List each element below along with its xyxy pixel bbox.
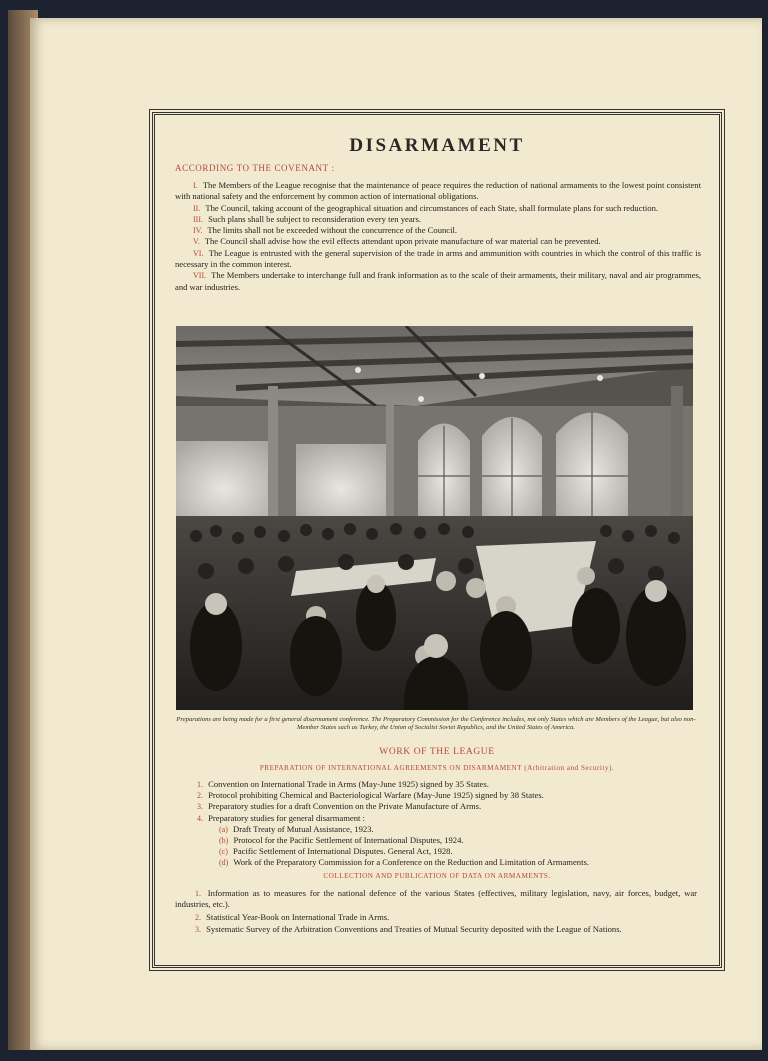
- sub-list-item: [197, 857, 697, 868]
- covenant-article: [175, 203, 701, 214]
- article-text: The Members of the League recognise that the maintenance of peace requires the reduction of national armaments to the lowest point consistent with national safety and the enforcement by common action of international obligations.: [175, 180, 701, 202]
- article-number: VI.: [193, 248, 204, 258]
- item-number: 2.: [197, 791, 203, 801]
- list-item: [175, 912, 697, 923]
- item-number: 2.: [195, 912, 201, 922]
- collection-list: [175, 888, 697, 936]
- article-number: III.: [193, 214, 203, 224]
- item-text: Systematic Survey of the Arbitration Conventions and Treaties of Mutual Security deposited with the League of Nations.: [206, 923, 622, 934]
- collection-heading: COLLECTION AND PUBLICATION OF DATA ON ARMAMENTS.: [323, 872, 551, 880]
- item-number: (a): [219, 824, 228, 834]
- item-number: (b): [219, 836, 229, 846]
- article-text: The Members undertake to interchange full and frank information as to the scale of their armaments, their military, naval and air programmes, and war industries.: [175, 270, 701, 292]
- sub-list-item: [197, 835, 697, 846]
- covenant-articles: [175, 180, 701, 293]
- sub-list-item: [197, 824, 697, 835]
- conference-hall-image: [176, 326, 693, 710]
- list-item: [197, 813, 697, 824]
- item-text: Preparatory studies for a draft Convention on the Private Manufacture of Arms.: [208, 801, 482, 812]
- item-number: (c): [219, 847, 228, 857]
- covenant-article: [175, 270, 701, 293]
- list-item: [175, 924, 697, 935]
- item-text: Protocol for the Pacific Settlement of International Disputes, 1924.: [233, 835, 464, 846]
- article-number: IV.: [193, 226, 203, 236]
- item-number: 3.: [197, 802, 203, 812]
- covenant-heading: ACCORDING TO THE COVENANT :: [175, 163, 335, 173]
- page-title: DISARMAMENT: [349, 135, 525, 156]
- covenant-article: [175, 236, 701, 247]
- covenant-article: [175, 180, 701, 203]
- covenant-article: [175, 225, 701, 236]
- list-item: [197, 801, 697, 812]
- sub-list-item: [197, 846, 697, 857]
- item-number: 3.: [195, 924, 201, 934]
- list-item: [197, 790, 697, 801]
- article-text: The Council shall advise how the evil effects attendant upon private manufacture of war material can be prevented.: [204, 236, 601, 247]
- item-number: (d): [219, 858, 229, 868]
- article-text: The limits shall not be exceeded without the concurrence of the Council.: [207, 225, 458, 236]
- conference-photograph: [176, 326, 693, 710]
- item-number: 1.: [195, 889, 201, 898]
- item-text: Preparatory studies for general disarmament :: [208, 812, 365, 823]
- item-text: Pacific Settlement of International Disputes. General Act, 1928.: [233, 846, 453, 857]
- preparation-heading: PREPARATION OF INTERNATIONAL AGREEMENTS ON DISARMAMENT (Arbitration and Security).: [259, 764, 615, 772]
- article-text: The League is entrusted with the general supervision of the trade in arms and ammunition with countries in which the control of this traffic is necessary in the common interest.: [175, 247, 701, 270]
- article-number: V.: [193, 237, 200, 247]
- page-frame: [152, 112, 722, 968]
- article-number: II.: [193, 203, 201, 213]
- item-text: Work of the Preparatory Commission for a Conference on the Reduction and Limitation of Armaments.: [233, 857, 589, 868]
- item-text: Information as to measures for the national defence of the various States (effectives, military legislation, navy, air forces, budget, war industries, etc.).: [175, 888, 697, 910]
- book-page: [30, 18, 762, 1050]
- item-text: Convention on International Trade in Arms (May-June 1925) signed by 35 States.: [208, 779, 489, 789]
- covenant-article: [175, 214, 701, 225]
- item-number: 4.: [197, 813, 203, 823]
- covenant-article: [175, 248, 701, 271]
- item-number: 1.: [197, 780, 203, 789]
- article-number: I.: [193, 181, 198, 190]
- item-text: Statistical Year-Book on International Trade in Arms.: [206, 911, 390, 922]
- item-text: Draft Treaty of Mutual Assistance, 1923.: [233, 823, 374, 834]
- list-item: [197, 779, 697, 790]
- article-number: VII.: [193, 271, 207, 281]
- item-text: Protocol prohibiting Chemical and Bacteriological Warfare (May-June 1925) signed by 38 States.: [208, 790, 544, 801]
- work-heading: WORK OF THE LEAGUE: [379, 747, 495, 757]
- list-item: [175, 888, 697, 911]
- article-text: The Council, taking account of the geographical situation and circumstances of each State, shall formulate plans for such reduction.: [205, 202, 659, 213]
- article-text: Such plans shall be subject to reconsideration every ten years.: [208, 213, 422, 224]
- preparation-list: [197, 779, 697, 869]
- photo-caption: Preparations are being made for a first general disarmament conference. The Preparatory Commission for the Conference includes, not only States which are Members of the League, but also non-Member States such as Turkey, the Union of Socialist Soviet Republics, and the United States of America.: [176, 716, 696, 731]
